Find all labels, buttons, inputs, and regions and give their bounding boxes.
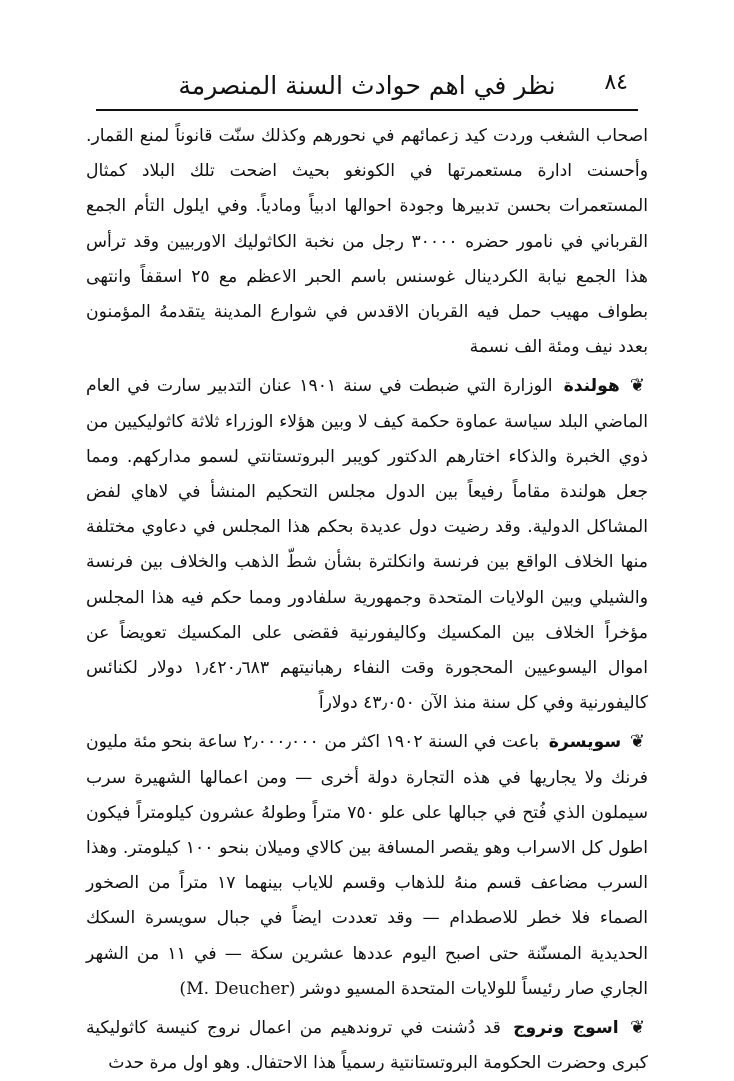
paragraph-sweden-norway: [86, 1010, 648, 1081]
running-title: نظر في اهم حوادث السنة المنصرمة: [178, 70, 556, 100]
section-title-switzerland: سويسرة: [548, 732, 622, 753]
paragraph-belgium: [86, 119, 648, 365]
latin-name: (M. Deucher): [179, 978, 296, 999]
paragraph-holland: [86, 368, 648, 721]
paragraph-switzerland: [86, 724, 648, 1007]
paragraph-text: اصحاب الشغب وردت كيد زعمائهم في نحورهم وكذلك سنّت قانوناً لمنع القمار. وأحسنت ادارة مستعمرتها في الكونغو بحيث اضحت تلك البلاد كمثال المستعمرات بحسن تدبيرها وجودة احوالها ادبياً ومادياً. وفي ايلول التأم الجمع القرباني في نامور حضره ٣٠٠٠٠ رجل من نخبة الكاثوليك الاوربيين وقد ترأس هذا الجمع نيابة الكردينال غوسنس باسم الحبر الاعظم مع ٢٥ اسقفاً وانتهى بطواف مهيب حمل فيه القربان الاقدس في شوارع المدينة يتقدمهُ المؤمنون بعدد نيف ومئة الف نسمة: [86, 126, 648, 358]
paragraph-text: باعت في السنة ١٩٠٢ اكثر من ٢٫٠٠٠٫٠٠٠ ساعة بنحو مئة مليون فرنك ولا يجاريها في هذه التجارة دولة أخرى — ومن اعمالها الشهيرة سرب سيملون الذي فُتح في جبالها على علو ٧٥٠ متراً وطولهُ عشرون كيلومتراً فيكون اطول كل الاسراب وهو يقصر المسافة بين كالاي وميلان بنحو ١٠٠ كيلومتر. وهذا السرب مضاعف قسم منهُ للذهاب وقسم للاياب بينهما ١٧ متراً من الصخور الصماء فلا خطر للاصطدام — وقد تعددت ايضاً في جبال سويسرة السكك الحديدية المسنّنة حتى اصبح اليوم عددها عشرين سكة — في ١١ من الشهر الجاري صار رئيساً للولايات المتحدة المسيو دوشر: [86, 732, 648, 999]
fleuron-icon: ❦: [629, 1017, 646, 1039]
fleuron-icon: ❦: [629, 731, 645, 753]
section-title-holland: هولندة: [563, 376, 620, 397]
section-title-sweden-norway: اسوج ونروج: [513, 1018, 619, 1039]
paragraph-text: قد دُشنت في تروندهيم من اعمال نروج كنيسة كاثوليكية كبرى وحضرت الحكومة البروتستانتية رسمياً هذا الاحتفال. وهو اول مرة حدث: [86, 1018, 648, 1074]
body-text: [86, 119, 648, 1081]
page-number: ٨٤: [604, 70, 628, 95]
fleuron-icon: ❦: [629, 375, 646, 397]
paragraph-text: الوزارة التي ضبطت في سنة ١٩٠١ عنان التدبير سارت في العام الماضي البلد سياسة عماوة حكمة كيف لا وبين هؤلاء الوزراء ثلاثة كاثوليكيين من ذوي الخبرة والذكاء اختارهم الدكتور كويبر البروتستانتي لسمو مداركهم. ومما جعل هولندة مقاماً رفيعاً بين الدول مجلس التحكيم المنشأ في لاهاي لفض المشاكل الدولية. وقد رضيت دول عديدة بحكم هذا المجلس في دعاوي مختلفة منها الخلاف الواقع بين فرنسة وانكلترة بشأن شطّ الذهب والخلاف بين فرنسة والشيلي وبين الولايات المتحدة وجمهورية سلفادور ومما حكم فيه هذا المجلس مؤخراً الخلاف بين المكسيك وكاليفورنية فقضى على المكسيك تعويضاً عن اموال اليسوعيين المحجورة وقت النفاء رهبانيتهم ١٫٤٢٠٫٦٨٣ دولار لكنائس كاليفورنية وفي كل سنة منذ الآن ٤٣٫٠٥٠ دولاراً: [86, 376, 648, 714]
header-rule: [96, 109, 638, 111]
page-header: [96, 62, 638, 108]
